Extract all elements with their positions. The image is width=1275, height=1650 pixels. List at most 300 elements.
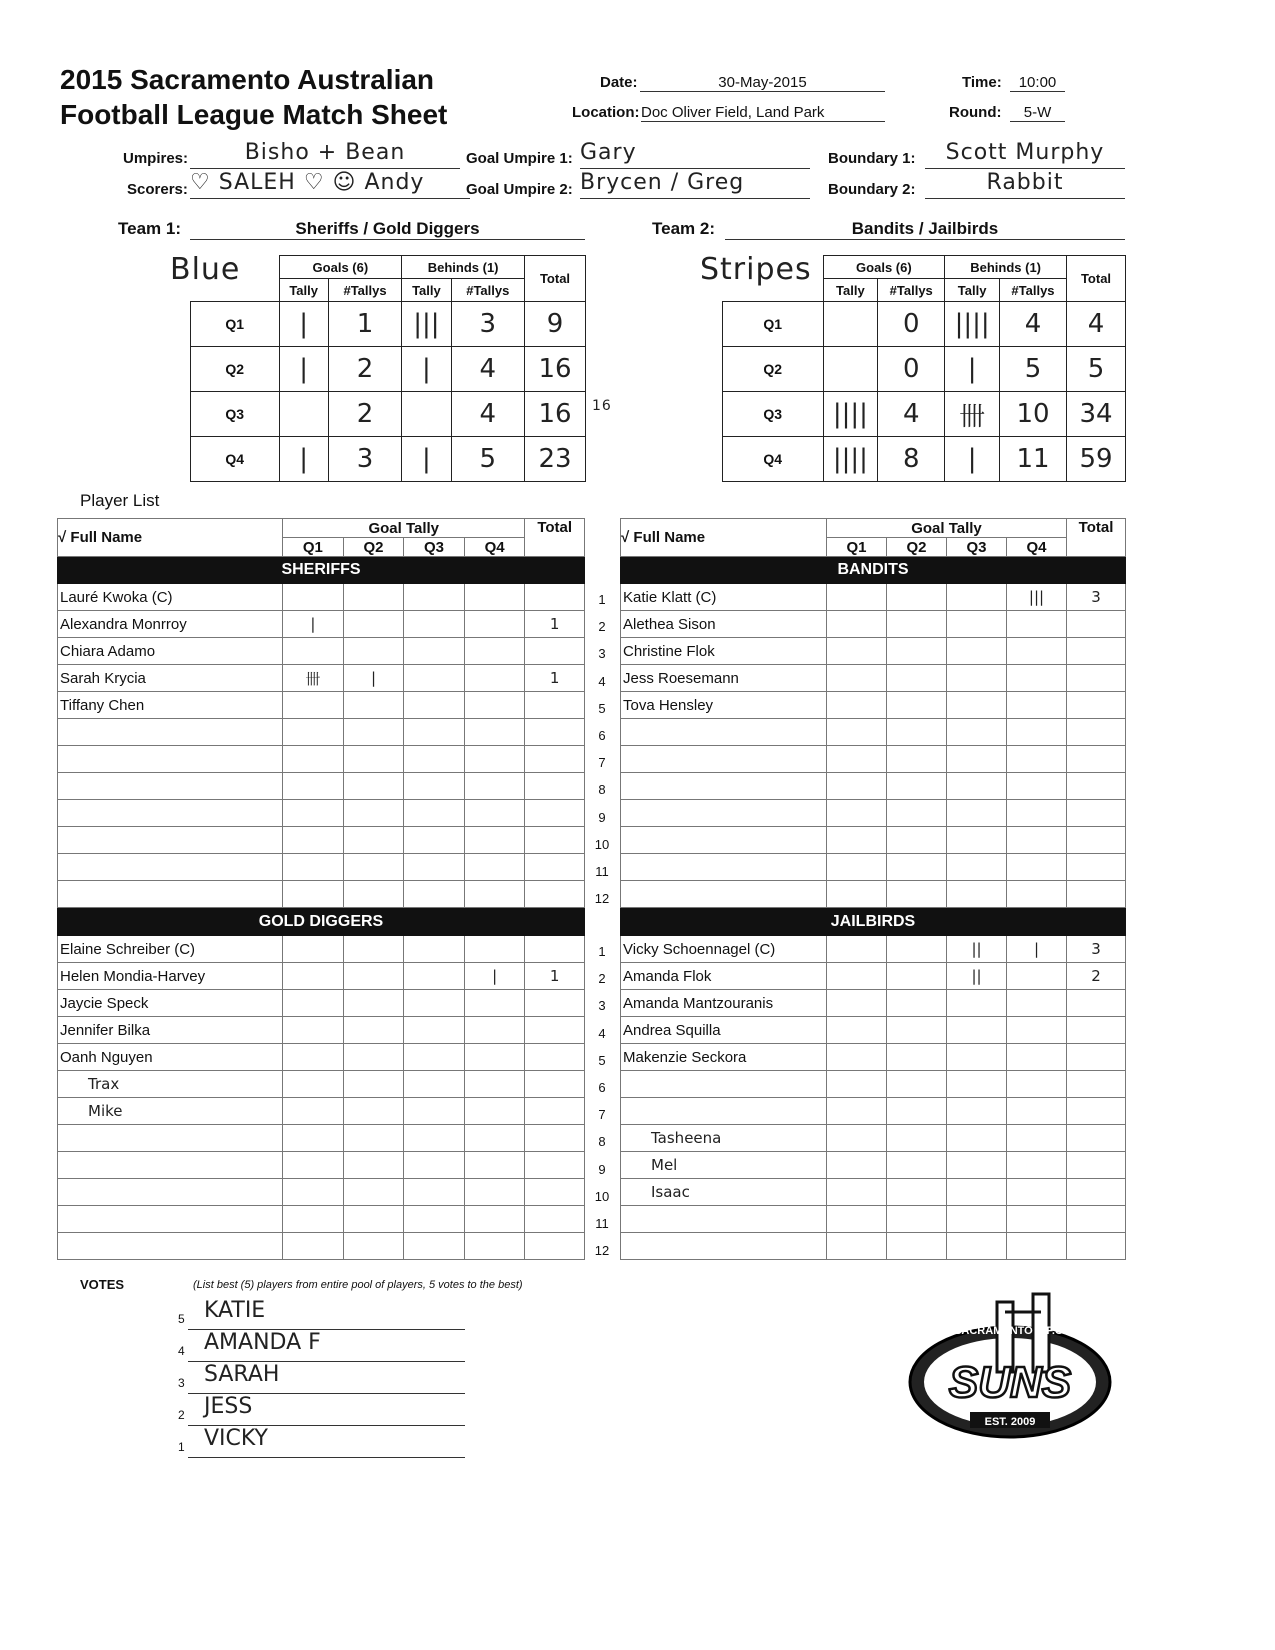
total-header: Total (1067, 256, 1126, 302)
vote-row (178, 1362, 465, 1394)
goal-cell-total (1067, 1179, 1126, 1206)
goal-cell-total: 2 (1067, 963, 1126, 990)
goal-cell-q4 (1007, 1179, 1067, 1206)
player-name: Amanda Flok (621, 963, 827, 990)
goal-cell-q1 (827, 1125, 887, 1152)
goal-cell-q1 (283, 990, 344, 1017)
goal-cell-q3 (404, 1233, 465, 1260)
row-number: 7 (598, 755, 606, 771)
table-row (621, 1071, 1126, 1098)
goal-cell-total: 3 (1067, 936, 1126, 963)
goal-cell-q2 (887, 990, 947, 1017)
goal-cell-q3 (404, 584, 465, 611)
table-row (58, 1044, 585, 1071)
team-2-score-table (722, 255, 1126, 482)
goal-cell-q3 (947, 827, 1007, 854)
table-row (621, 1152, 1126, 1179)
score-total: 9 (525, 302, 586, 347)
goal-cell-total (525, 1125, 585, 1152)
goal-cell-total (525, 1071, 585, 1098)
goal-cell-q1 (283, 1071, 344, 1098)
goal-cell-total (1067, 1152, 1126, 1179)
goal-cell-q4 (1007, 881, 1067, 908)
section-header: SHERIFFS (58, 557, 585, 584)
row-number: 11 (595, 863, 609, 879)
score-g-num: 0 (878, 302, 945, 347)
player-name (621, 1206, 827, 1233)
goal-cell-q2 (343, 936, 404, 963)
row-number: 1 (598, 944, 606, 959)
goal-cell-q2 (343, 881, 404, 908)
vote-rank: 3 (178, 1376, 185, 1390)
table-row (621, 1179, 1126, 1206)
goals-header: Goals (6) (279, 256, 402, 279)
goal-cell-q3 (404, 1071, 465, 1098)
player-name: Jaycie Speck (58, 990, 283, 1017)
player-name: Katie Klatt (C) (621, 584, 827, 611)
title-line-1: 2015 Sacramento Australian (60, 64, 435, 95)
goal-cell-q1 (827, 638, 887, 665)
goal-cell-total (525, 719, 585, 746)
score-g-num: 2 (328, 392, 401, 437)
goal-cell-total (525, 1206, 585, 1233)
player-name: Tova Hensley (621, 692, 827, 719)
goal-cell-q1 (827, 665, 887, 692)
goal-cell-q4 (1007, 1044, 1067, 1071)
table-row (58, 1206, 585, 1233)
goal-cell-q4 (1007, 854, 1067, 881)
goal-cell-q1 (827, 963, 887, 990)
q4-header: Q4 (464, 538, 525, 557)
player-name (621, 1071, 827, 1098)
goal-cell-q1 (827, 854, 887, 881)
goal-cell-q1 (283, 692, 344, 719)
player-name: Lauré Kwoka (C) (58, 584, 283, 611)
goal-cell-q4 (464, 990, 525, 1017)
goal-cell-total (525, 1233, 585, 1260)
suns-logo (905, 1292, 1120, 1462)
table-row (621, 1206, 1126, 1233)
team-1-name: Sheriffs / Gold Diggers (190, 219, 585, 240)
table-row (58, 827, 585, 854)
goal-cell-q1 (827, 1098, 887, 1125)
score-b-tally: ||| (402, 302, 451, 347)
time-label: Time: (962, 74, 1002, 91)
goal-cell-q1: 卌 (283, 665, 344, 692)
full-name-header-label: Full Name (70, 529, 143, 546)
goal-cell-total (1067, 990, 1126, 1017)
score-b-tally: | (945, 347, 1000, 392)
goal-cell-q1 (283, 1152, 344, 1179)
player-name: Andrea Squilla (621, 1017, 827, 1044)
goal-cell-q3 (404, 665, 465, 692)
goal-cell-q1 (827, 719, 887, 746)
full-name-header: √ Full Name (621, 519, 827, 557)
score-g-tally: |||| (823, 437, 878, 482)
table-row (58, 1179, 585, 1206)
table-row (58, 881, 585, 908)
goal-cell-q3 (947, 1233, 1007, 1260)
goal-cell-q1 (283, 719, 344, 746)
table-row (58, 990, 585, 1017)
goal-cell-q1 (283, 1098, 344, 1125)
goal-cell-q3 (404, 719, 465, 746)
goal-cell-q3 (947, 854, 1007, 881)
vote-rank: 4 (178, 1344, 185, 1358)
goal-cell-q4 (464, 800, 525, 827)
tally-header: Tally (823, 279, 878, 302)
q3-header: Q3 (947, 538, 1007, 557)
score-g-num: 1 (328, 302, 401, 347)
row-number: 6 (598, 727, 606, 743)
goal-cell-total (1067, 1125, 1126, 1152)
goal-cell-q4 (1007, 1206, 1067, 1233)
behinds-header: Behinds (1) (945, 256, 1067, 279)
title-line-2: Football League Match Sheet (60, 99, 448, 130)
player-name (58, 881, 283, 908)
goal-cell-q3 (947, 638, 1007, 665)
vote-rank: 1 (178, 1440, 185, 1454)
goal-cell-q1 (827, 1017, 887, 1044)
goal-cell-q3 (404, 1017, 465, 1044)
player-name: Christine Flok (621, 638, 827, 665)
goal-cell-q3 (947, 1017, 1007, 1044)
goal-cell-total (1067, 827, 1126, 854)
table-row (621, 584, 1126, 611)
goal-cell-q2 (887, 692, 947, 719)
goal-cell-q3 (404, 1179, 465, 1206)
table-row (621, 854, 1126, 881)
row-number: 2 (598, 971, 606, 987)
player-list-label: Player List (80, 491, 160, 510)
player-name (58, 719, 283, 746)
goal-cell-q2 (887, 1152, 947, 1179)
team-1-score-table (190, 255, 586, 482)
player-name (58, 1179, 283, 1206)
goal-cell-total (1067, 1071, 1126, 1098)
goal-cell-total (1067, 1233, 1126, 1260)
table-row (58, 692, 585, 719)
goal-cell-q1 (283, 1179, 344, 1206)
goal-cell-q3 (404, 746, 465, 773)
goal-cell-q2 (343, 584, 404, 611)
umpires-label: Umpires: (123, 150, 189, 167)
table-row (621, 936, 1126, 963)
goal-cell-q3 (404, 827, 465, 854)
score-g-num: 0 (878, 347, 945, 392)
vote-row (178, 1394, 465, 1426)
goal-cell-q3 (404, 773, 465, 800)
goal-cell-q1 (283, 963, 344, 990)
goal-cell-q3 (947, 1071, 1007, 1098)
table-row (621, 611, 1126, 638)
row-number: 3 (598, 646, 606, 662)
goal-cell-q2 (343, 1179, 404, 1206)
score-row (723, 347, 1126, 392)
score-g-tally: | (279, 302, 328, 347)
goal-cell-q4 (1007, 1071, 1067, 1098)
goal-cell-q4 (1007, 746, 1067, 773)
boundary-1-value: Scott Murphy (925, 140, 1125, 169)
table-row (58, 719, 585, 746)
goal-cell-q3 (947, 1179, 1007, 1206)
goal-cell-q1 (283, 1233, 344, 1260)
goal-cell-q4 (464, 773, 525, 800)
table-row (58, 1233, 585, 1260)
row-number: 5 (598, 1052, 606, 1068)
row-number: 8 (598, 782, 606, 798)
table-row (58, 1125, 585, 1152)
quarter-label: Q1 (191, 302, 280, 347)
goal-cell-q2 (887, 936, 947, 963)
quarter-label: Q4 (191, 437, 280, 482)
tally-header: Tally (279, 279, 328, 302)
goal-cell-q3 (947, 1152, 1007, 1179)
score-b-num: 3 (451, 302, 524, 347)
goal-cell-q1 (283, 800, 344, 827)
row-number: 4 (598, 1025, 606, 1041)
goal-cell-q3 (947, 990, 1007, 1017)
vote-row (178, 1298, 465, 1330)
goal-cell-q2 (343, 692, 404, 719)
goal-cell-q4 (464, 638, 525, 665)
votes-list (170, 1298, 465, 1458)
score-row (191, 437, 586, 482)
tallys-header: #Tallys (999, 279, 1066, 302)
goal-cell-q2 (887, 1098, 947, 1125)
team-1-player-table (57, 518, 585, 1260)
goal-cell-total (525, 692, 585, 719)
goal-cell-total (525, 936, 585, 963)
goal-cell-total (1067, 1017, 1126, 1044)
goal-cell-q3 (404, 881, 465, 908)
goal-cell-q2 (343, 1152, 404, 1179)
player-name: Jennifer Bilka (58, 1017, 283, 1044)
table-row (621, 990, 1126, 1017)
team-2-name: Bandits / Jailbirds (725, 219, 1125, 240)
goal-cell-q3 (404, 1206, 465, 1233)
row-number: 8 (598, 1134, 606, 1150)
vote-name: KATIE (204, 1298, 266, 1323)
score-g-num: 8 (878, 437, 945, 482)
goal-cell-q3 (404, 1125, 465, 1152)
score-b-tally: 卌 (945, 392, 1000, 437)
goal-tally-header: Goal Tally (827, 519, 1067, 538)
goal-cell-total (1067, 719, 1126, 746)
goal-cell-q1 (283, 584, 344, 611)
goal-cell-q2 (887, 963, 947, 990)
player-name: Helen Mondia-Harvey (58, 963, 283, 990)
goal-cell-q2 (887, 800, 947, 827)
team-2-label: Team 2: (652, 219, 715, 238)
goal-cell-q1 (283, 1044, 344, 1071)
goal-cell-total (1067, 854, 1126, 881)
goal-cell-q2 (343, 1071, 404, 1098)
goal-cell-q1 (283, 827, 344, 854)
goal-cell-q1 (283, 1125, 344, 1152)
player-name (58, 746, 283, 773)
goal-cell-q3 (947, 665, 1007, 692)
goal-cell-total (1067, 746, 1126, 773)
goal-cell-q3 (947, 881, 1007, 908)
location-value: Doc Oliver Field, Land Park (641, 104, 885, 122)
team-1-color: Blue (170, 252, 241, 287)
goal-cell-q3: || (947, 963, 1007, 990)
player-name: Jess Roesemann (621, 665, 827, 692)
goal-cell-q4 (464, 1179, 525, 1206)
goal-cell-q4 (1007, 719, 1067, 746)
goal-cell-q3 (404, 692, 465, 719)
goal-cell-q1 (827, 881, 887, 908)
goal-cell-q2 (887, 719, 947, 746)
player-name (621, 719, 827, 746)
date-value: 30-May-2015 (640, 74, 885, 92)
goal-cell-q3 (404, 1098, 465, 1125)
table-row (621, 1233, 1126, 1260)
player-name: Mel (621, 1152, 827, 1179)
goal-cell-total (1067, 1044, 1126, 1071)
goal-cell-q4 (464, 719, 525, 746)
goal-cell-q1 (827, 1206, 887, 1233)
goal-cell-q4 (464, 827, 525, 854)
player-name: Isaac (621, 1179, 827, 1206)
goal-cell-q1 (283, 773, 344, 800)
score-b-tally: | (402, 347, 451, 392)
tally-header: Tally (945, 279, 1000, 302)
score-total: 16 (525, 347, 586, 392)
goal-cell-q4 (1007, 963, 1067, 990)
goal-cell-q2 (343, 746, 404, 773)
goal-cell-q2 (887, 584, 947, 611)
goal-cell-q4: | (1007, 936, 1067, 963)
goal-cell-q4 (1007, 1152, 1067, 1179)
vote-rank: 5 (178, 1312, 185, 1326)
player-name (58, 827, 283, 854)
goal-cell-q2 (887, 746, 947, 773)
goal-cell-q2 (887, 773, 947, 800)
goal-cell-q3 (947, 611, 1007, 638)
page-title (60, 62, 447, 132)
table-row (621, 692, 1126, 719)
goal-cell-q4 (1007, 665, 1067, 692)
goal-cell-q3 (947, 1098, 1007, 1125)
vote-row (178, 1426, 465, 1458)
round-label: Round: (949, 104, 1002, 121)
goal-cell-q3 (947, 1044, 1007, 1071)
table-row (621, 638, 1126, 665)
goal-cell-q2 (343, 611, 404, 638)
section-header: GOLD DIGGERS (58, 909, 585, 936)
goal-cell-q4 (1007, 611, 1067, 638)
row-number: 11 (595, 1215, 609, 1231)
goal-umpire-1-label: Goal Umpire 1: (466, 150, 573, 167)
row-number: 10 (594, 1188, 610, 1204)
score-g-tally (279, 392, 328, 437)
goal-cell-q1 (283, 881, 344, 908)
goal-cell-q2 (343, 1044, 404, 1071)
location-label: Location: (572, 104, 640, 121)
logo-est: EST. 2009 (984, 1416, 1036, 1428)
score-row (191, 302, 586, 347)
goal-cell-q1 (827, 1044, 887, 1071)
goal-cell-q1 (283, 638, 344, 665)
table-row (621, 719, 1126, 746)
goal-cell-q3 (404, 638, 465, 665)
table-row (621, 963, 1126, 990)
scorers-value: ♡ SALEH ♡ ☺ Andy (190, 170, 470, 199)
q1-header: Q1 (827, 538, 887, 557)
table-row (58, 773, 585, 800)
goal-cell-total (1067, 1098, 1126, 1125)
player-name (58, 773, 283, 800)
score-total: 16 (525, 392, 586, 437)
votes-label: VOTES (80, 1277, 125, 1292)
goal-cell-q3 (404, 963, 465, 990)
goal-cell-q2 (887, 854, 947, 881)
player-name: Oanh Nguyen (58, 1044, 283, 1071)
goal-cell-total (525, 1098, 585, 1125)
goal-cell-q2 (887, 1206, 947, 1233)
goal-cell-q1 (283, 1206, 344, 1233)
table-row (621, 1125, 1126, 1152)
goal-cell-total: 1 (525, 611, 585, 638)
votes-note: (List best (5) players from entire pool of players, 5 votes to the best) (193, 1279, 523, 1291)
team-2-player-table (620, 518, 1126, 1260)
vote-name: SARAH (204, 1362, 280, 1387)
goal-cell-q4 (1007, 692, 1067, 719)
goal-cell-q1 (827, 800, 887, 827)
goal-cell-q3 (947, 1206, 1007, 1233)
goal-cell-q4 (464, 665, 525, 692)
goal-cell-q2 (887, 665, 947, 692)
player-name (58, 854, 283, 881)
q2-header: Q2 (343, 538, 404, 557)
table-row (621, 773, 1126, 800)
score-total: 59 (1067, 437, 1126, 482)
side-note: 16 (592, 398, 612, 414)
row-numbers-bottom (588, 938, 616, 1264)
row-number: 1 (598, 592, 606, 607)
goal-cell-q2 (887, 1017, 947, 1044)
goal-cell-q4 (464, 1017, 525, 1044)
goal-cell-q1 (827, 746, 887, 773)
goal-cell-total (1067, 881, 1126, 908)
goal-umpire-2-value: Brycen / Greg (580, 170, 810, 199)
goal-cell-q4: | (464, 963, 525, 990)
goal-cell-q4 (464, 936, 525, 963)
player-name: Alexandra Monrroy (58, 611, 283, 638)
goal-cell-q3 (947, 746, 1007, 773)
score-g-tally (823, 347, 878, 392)
quarter-label: Q3 (723, 392, 824, 437)
goal-cell-q4 (464, 584, 525, 611)
section-header: BANDITS (621, 557, 1126, 584)
round-value: 5-W (1010, 104, 1065, 122)
row-number: 10 (594, 836, 610, 852)
scorers-label: Scorers: (127, 181, 188, 198)
goal-cell-q3 (404, 611, 465, 638)
goal-cell-q3 (947, 584, 1007, 611)
score-b-tally: | (945, 437, 1000, 482)
boundary-2-value: Rabbit (925, 170, 1125, 199)
goal-cell-q2 (887, 1179, 947, 1206)
player-name (58, 800, 283, 827)
player-name (621, 827, 827, 854)
vote-name: AMANDA F (204, 1330, 321, 1355)
date-label: Date: (600, 74, 638, 91)
time-value: 10:00 (1010, 74, 1065, 92)
goal-cell-total (525, 1152, 585, 1179)
